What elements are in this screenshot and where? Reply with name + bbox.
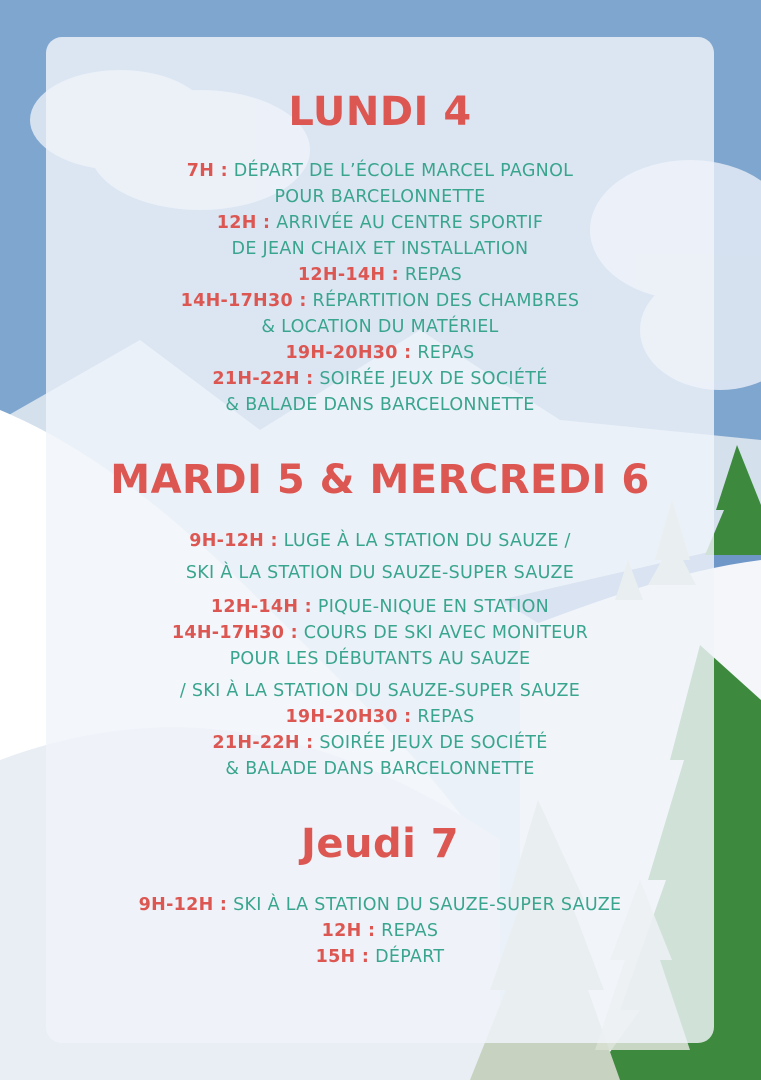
schedule-line (46, 161, 714, 181)
schedule-activity: REPAS (398, 265, 463, 285)
schedule-time: 12H-14H : (210, 597, 312, 617)
schedule-activity: RÉPARTITION DES CHAMBRES (306, 291, 580, 311)
schedule-line (46, 649, 714, 669)
schedule-time: 14H-17H30 : (180, 291, 307, 311)
schedule-activity: & BALADE DANS BARCELONNETTE (225, 759, 535, 779)
schedule-activity: SOIRÉE JEUX DE SOCIÉTÉ (313, 369, 548, 389)
schedule-activity: REPAS (411, 343, 475, 363)
schedule-time: 7H : (186, 161, 228, 181)
schedule-time: 12H : (216, 213, 271, 233)
schedule-activity: DÉPART (369, 947, 445, 967)
schedule-activity: DE JEAN CHAIX ET INSTALLATION (231, 239, 529, 259)
schedule-line (46, 395, 714, 415)
day-title-jeudi: Jeudi 7 (300, 821, 460, 867)
schedule-time: 12H : (321, 921, 376, 941)
schedule-activity: DÉPART DE L’ÉCOLE MARCEL PAGNOL (227, 161, 574, 181)
schedule-line (46, 563, 714, 583)
schedule-line (46, 187, 714, 207)
schedule-activity: ARRIVÉE AU CENTRE SPORTIF (270, 213, 544, 233)
schedule-time: 21H-22H : (212, 733, 314, 753)
schedule-line (46, 597, 714, 617)
schedule-line (46, 921, 714, 941)
schedule-activity: PIQUE-NIQUE EN STATION (311, 597, 550, 617)
schedule-time: 9H-12H : (138, 895, 228, 915)
schedule-line (46, 317, 714, 337)
schedule-activity: / SKI À LA STATION DU SAUZE-SUPER SAUZE (179, 681, 581, 701)
schedule-activity: SOIRÉE JEUX DE SOCIÉTÉ (313, 733, 548, 753)
day-title-mardi-mercredi: MARDI 5 & MERCREDI 6 (110, 457, 650, 503)
schedule-line (46, 291, 714, 311)
schedule-time: 19H-20H30 : (285, 707, 412, 727)
schedule-time: 15H : (315, 947, 370, 967)
schedule-time: 19H-20H30 : (285, 343, 412, 363)
schedule-time: 12H-14H : (297, 265, 399, 285)
schedule-line (46, 265, 714, 285)
schedule-line (46, 733, 714, 753)
schedule-line (46, 759, 714, 779)
schedule-line (46, 239, 714, 259)
schedule-activity: & LOCATION DU MATÉRIEL (261, 317, 499, 337)
schedule-line (46, 681, 714, 701)
schedule-time: 21H-22H : (212, 369, 314, 389)
schedule-line (46, 895, 714, 915)
schedule-content (46, 37, 714, 1043)
schedule-time: 14H-17H30 : (171, 623, 298, 643)
schedule-activity: SKI À LA STATION DU SAUZE-SUPER SAUZE (185, 563, 575, 583)
schedule-line (46, 531, 714, 551)
schedule-line (46, 707, 714, 727)
schedule-line (46, 343, 714, 363)
schedule-activity: & BALADE DANS BARCELONNETTE (225, 395, 535, 415)
schedule-line (46, 369, 714, 389)
schedule-activity: SKI À LA STATION DU SAUZE-SUPER SAUZE (227, 895, 622, 915)
schedule-time: 9H-12H : (189, 531, 278, 551)
schedule-activity: REPAS (375, 921, 439, 941)
schedule-activity: POUR LES DÉBUTANTS AU SAUZE (229, 649, 531, 669)
schedule-activity: POUR BARCELONNETTE (274, 187, 486, 207)
day-title-lundi: LUNDI 4 (288, 89, 472, 135)
schedule-activity: LUGE À LA STATION DU SAUZE / (277, 531, 571, 551)
schedule-activity: COURS DE SKI AVEC MONITEUR (297, 623, 589, 643)
schedule-activity: REPAS (411, 707, 475, 727)
schedule-line (46, 213, 714, 233)
schedule-line (46, 947, 714, 967)
schedule-line (46, 623, 714, 643)
